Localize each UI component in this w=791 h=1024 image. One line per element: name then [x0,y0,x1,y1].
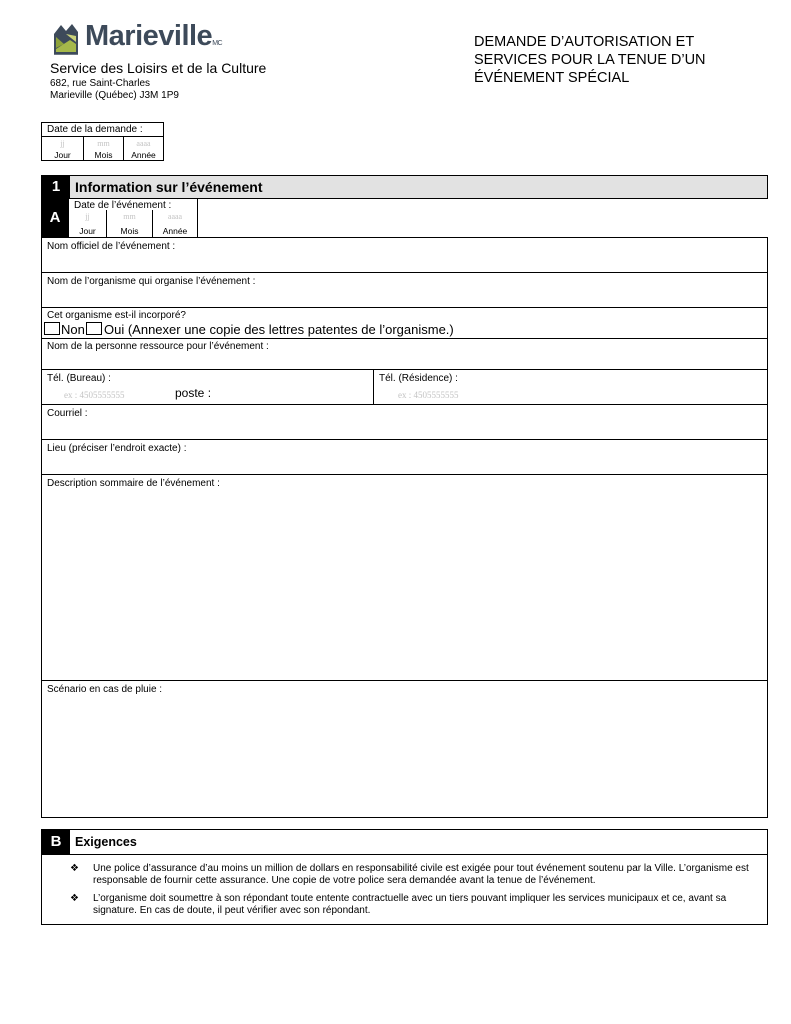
incorporated-yes-label: Oui (Annexer une copie des lettres patentes de l’organisme.) [104,322,454,337]
event-day-field[interactable]: jj Jour [79,212,96,236]
request-year-field[interactable]: aaaa Année [123,136,163,161]
incorporated-no-checkbox[interactable] [44,322,60,335]
section-1-number: 1 [42,176,70,198]
official-name-field[interactable]: Nom officiel de l’événement : [42,238,767,273]
address-line-1: 682, rue Saint-Charles [50,78,151,89]
marieville-emblem-icon [52,22,80,56]
incorporated-yes-checkbox[interactable] [86,322,102,335]
extension-field[interactable]: poste : [175,386,212,400]
event-month-field[interactable]: mm Mois [106,210,152,237]
event-date-label: Date de l’événement : [74,200,172,211]
description-field[interactable]: Description sommaire de l’événement : [42,475,767,681]
requirements-section [41,829,768,925]
organizer-name-field[interactable]: Nom de l’organisme qui organise l’événement : [42,273,767,308]
email-field[interactable]: Courriel : [42,405,767,440]
contact-person-field[interactable]: Nom de la personne ressource pour l’événement : [42,339,767,370]
requirement-item: L’organisme doit soumettre à son répondant toute entente contractuelle avec un tiers pouvant impliquer les services municipaux et ce, avant sa signature. En cas de doute, il peut vérifier avec son répondant. [93,893,727,916]
form-title: DEMANDE D’AUTORISATION ET SERVICES POUR LA TENUE D’UN ÉVÉNEMENT SPÉCIAL [474,34,706,86]
section-1-header [41,175,768,199]
telephone-row [42,370,767,405]
section-b-header [42,830,767,855]
location-field[interactable]: Lieu (préciser l’endroit exacte) : [42,440,767,475]
incorporated-no-label: Non [61,322,85,337]
address-line-2: Marieville (Québec) J3M 1P9 [50,90,179,101]
request-month-field[interactable]: mm Mois [83,136,123,161]
incorporated-row [42,308,767,339]
section-b-letter: B [42,830,70,854]
block-a-label: A [41,199,69,237]
logo-wordmark: MarievilleMC [85,20,223,52]
marieville-logo [52,22,222,62]
tel-home-field[interactable]: Tél. (Résidence) : ex : 4505555555 [373,370,767,404]
rain-scenario-field[interactable]: Scénario en cas de pluie : [47,684,163,695]
section-b-title: Exigences [75,835,137,849]
request-day-field[interactable]: jj Jour [42,136,83,161]
event-info-form [41,237,768,818]
section-1-title: Information sur l’événement [75,179,263,195]
requirement-item: Une police d’assurance d’au moins un million de dollars en responsabilité civile est exigée pour tout événement soutenu par la Ville. L’organisme est responsable de fournir cette assurance. Une copie de votre police sera demandée avant la tenue de l’événement. [93,863,749,886]
event-date-box [69,199,198,238]
service-name: Service des Loisirs et de la Culture [50,60,267,76]
request-date-label: Date de la demande : [47,124,143,135]
incorporated-question: Cet organisme est-il incorporé? [47,310,186,321]
bullet-icon: ❖ [70,863,79,874]
tel-office-field[interactable]: Tél. (Bureau) : ex : 4505555555 [47,373,125,400]
request-date-box [41,122,164,161]
bullet-icon: ❖ [70,893,79,904]
event-year-field[interactable]: aaaa Année [152,210,197,237]
